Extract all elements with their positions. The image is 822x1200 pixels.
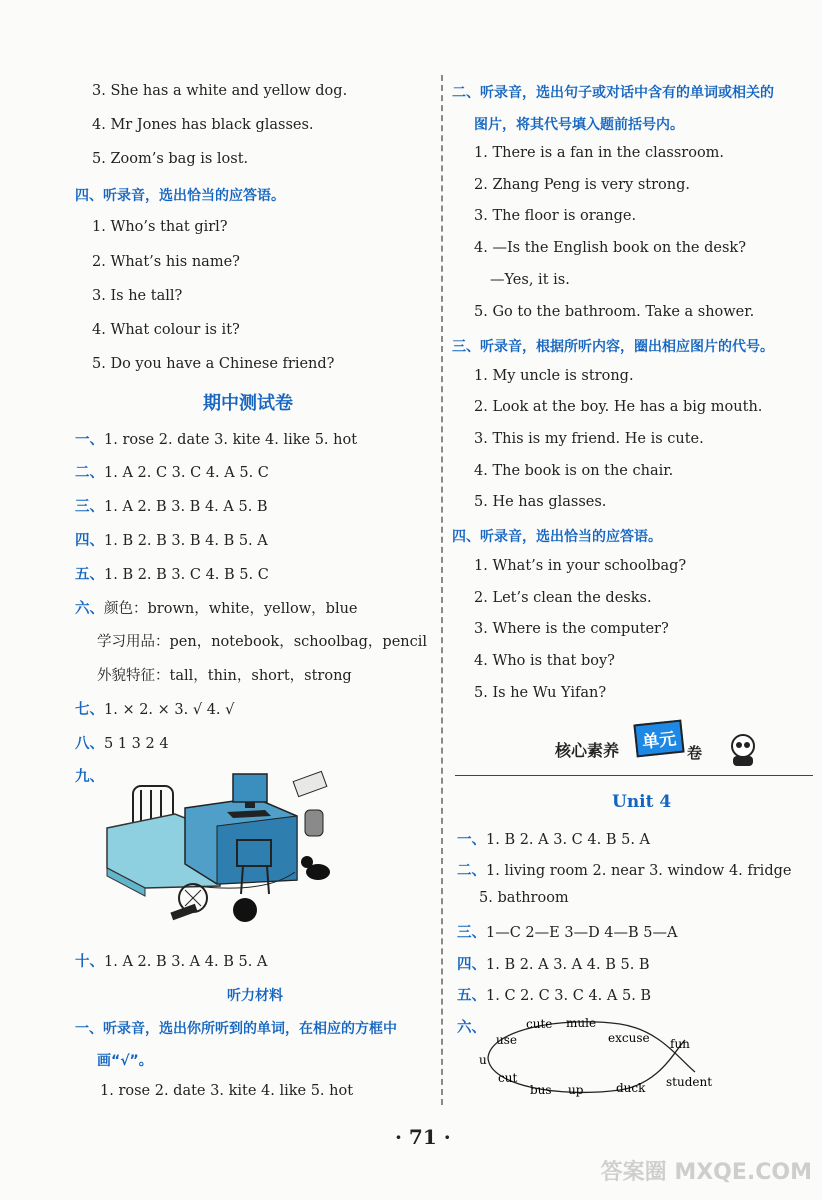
banner-text-1: 核心素养	[555, 741, 620, 760]
listening-title: 听力材料	[227, 988, 283, 1004]
answer-text: 1. A 2. C 3. C 4. A 5. C	[104, 465, 269, 481]
midterm-title: 期中测试卷	[203, 393, 293, 414]
right-sec3-line-1: 1. My uncle is strong.	[474, 368, 634, 384]
right-sec2-line-3: 3. The floor is orange.	[474, 208, 637, 224]
left-sec4-line-5: 5. Do you have a Chinese friend?	[92, 356, 335, 372]
word-use: use	[496, 1033, 517, 1047]
bedroom-illustration	[105, 768, 350, 938]
right-sec2-line-1: 1. There is a fan in the classroom.	[474, 145, 725, 161]
answer-label: 二、	[457, 863, 486, 879]
answer-text: 颜色：brown，white，yellow，blue	[104, 601, 358, 617]
answer-text: 1. A 2. B 3. A 4. B 5. A	[104, 954, 268, 970]
word-up: up	[568, 1083, 584, 1097]
listening-q1-heading-2: 画“√”。	[97, 1053, 153, 1069]
midterm-answer-3	[75, 495, 268, 516]
right-sec2-line-5: 5. Go to the bathroom. Take a shower.	[474, 304, 755, 320]
right-sec4-line-4: 4. Who is that boy?	[474, 653, 615, 669]
answer-text: 1—C 2—E 3—D 4—B 5—A	[486, 925, 678, 941]
midterm-answer-6	[75, 597, 358, 618]
answer-label: 八、	[75, 736, 104, 752]
left-sec4-line-2: 2. What’s his name?	[92, 254, 240, 270]
banner-text-3: 卷	[687, 744, 703, 762]
word-loop-diagram	[470, 1010, 720, 1100]
word-excuse: excuse	[608, 1031, 650, 1045]
answer-label: 七、	[75, 702, 104, 718]
unit-answer-5	[457, 984, 651, 1005]
midterm-answer-7	[75, 698, 234, 719]
robot-mascot-icon	[723, 730, 763, 770]
left-sec4-line-3: 3. Is he tall?	[92, 288, 183, 304]
word-u: u	[479, 1053, 487, 1067]
answer-label: 四、	[457, 957, 486, 973]
left-line-1: 3. She has a white and yellow dog.	[92, 83, 348, 99]
left-line-2: 4. Mr Jones has black glasses.	[92, 117, 314, 133]
answer-text: 1. A 2. B 3. B 4. A 5. B	[104, 499, 268, 515]
midterm-answer-9	[75, 765, 104, 786]
answer-label: 五、	[457, 988, 486, 1004]
word-fun: fun	[670, 1037, 690, 1051]
right-sec3-line-3: 3. This is my friend. He is cute.	[474, 431, 704, 447]
right-sec3-heading: 三、听录音，根据所听内容，圈出相应图片的代号。	[452, 339, 774, 355]
word-mule: mule	[566, 1016, 597, 1030]
answer-label: 九、	[75, 769, 104, 785]
right-sec2-heading-2: 图片，将其代号填入题前括号内。	[474, 117, 684, 133]
answer-label: 三、	[75, 499, 104, 515]
right-sec4-line-5: 5. Is he Wu Yifan?	[474, 685, 607, 701]
midterm-answer-2	[75, 461, 269, 482]
unit-answer-2b	[479, 890, 569, 906]
core-literacy-banner	[455, 718, 812, 778]
banner-rule	[455, 775, 813, 776]
midterm-answer-4	[75, 529, 268, 550]
answer-text: 1. B 2. B 3. C 4. B 5. C	[104, 567, 269, 583]
answer-label: 六、	[75, 601, 104, 617]
right-sec3-line-5: 5. He has glasses.	[474, 494, 607, 510]
right-sec4-heading: 四、听录音，选出恰当的应答语。	[452, 529, 662, 545]
right-sec4-line-1: 1. What’s in your schoolbag?	[474, 558, 687, 574]
midterm-answer-8	[75, 732, 169, 753]
answer-label: 六、	[457, 1020, 486, 1036]
answer-text: 1. × 2. × 3. √ 4. √	[104, 702, 235, 718]
right-sec2-line-4b: —Yes, it is.	[490, 272, 570, 288]
word-cut: cut	[498, 1071, 518, 1085]
banner-text-2: 单元	[633, 720, 684, 758]
page-number: · 71 ·	[395, 1125, 451, 1149]
answer-text: 1. C 2. C 3. C 4. A 5. B	[486, 988, 652, 1004]
right-sec3-line-4: 4. The book is on the chair.	[474, 463, 674, 479]
left-sec4-line-1: 1. Who’s that girl?	[92, 219, 228, 235]
listening-q1-heading-1: 一、听录音，选出你所听到的单词，在相应的方框中	[75, 1021, 397, 1037]
left-sec4-heading: 四、听录音，选出恰当的应答语。	[75, 188, 285, 204]
watermark-logo: 答案圈 MXQE.COM	[600, 1160, 812, 1185]
right-sec4-line-3: 3. Where is the computer?	[474, 621, 669, 637]
word-bus: bus	[530, 1083, 552, 1097]
listening-q1-line: 1. rose 2. date 3. kite 4. like 5. hot	[100, 1083, 354, 1099]
word-cute: cute	[526, 1017, 553, 1031]
answer-label: 四、	[75, 533, 104, 549]
column-divider	[441, 75, 443, 1105]
answer-label: 十、	[75, 954, 104, 970]
word-duck: duck	[616, 1081, 646, 1095]
answer-text: 1. rose 2. date 3. kite 4. like 5. hot	[104, 432, 358, 448]
answer-text: 1. B 2. A 3. A 4. B 5. B	[486, 957, 650, 973]
answer-label: 五、	[75, 567, 104, 583]
word-student: student	[666, 1075, 713, 1089]
left-sec4-line-4: 4. What colour is it?	[92, 322, 240, 338]
answer-text: 5. bathroom	[479, 890, 569, 906]
answer-label: 一、	[75, 432, 104, 448]
left-line-3: 5. Zoom’s bag is lost.	[92, 151, 249, 167]
answer-label: 二、	[75, 465, 104, 481]
right-sec2-line-4: 4. —Is the English book on the desk?	[474, 240, 746, 256]
answer-text: 1. living room 2. near 3. window 4. fridge	[486, 863, 792, 879]
right-sec4-line-2: 2. Let’s clean the desks.	[474, 590, 652, 606]
right-sec2-line-2: 2. Zhang Peng is very strong.	[474, 177, 690, 193]
unit-answer-1	[457, 828, 650, 849]
answer-text: 1. B 2. B 3. B 4. B 5. A	[104, 533, 268, 549]
midterm-answer-6-line3: 外貌特征：tall，thin，short，strong	[97, 668, 352, 684]
answer-text: 1. B 2. A 3. C 4. B 5. A	[486, 832, 651, 848]
answer-text: 5 1 3 2 4	[104, 736, 169, 752]
right-sec3-line-2: 2. Look at the boy. He has a big mouth.	[474, 399, 763, 415]
unit-answer-4	[457, 953, 650, 974]
midterm-answer-6-line2: 学习用品：pen，notebook，schoolbag，pencil	[97, 634, 428, 650]
midterm-answer-5	[75, 563, 269, 584]
right-sec2-heading-1: 二、听录音，选出句子或对话中含有的单词或相关的	[452, 85, 774, 101]
unit-answer-2	[457, 859, 791, 880]
unit-answer-3	[457, 921, 678, 942]
midterm-answer-10	[75, 950, 267, 971]
answer-label: 三、	[457, 925, 486, 941]
unit-title: Unit 4	[612, 792, 672, 812]
midterm-answer-1	[75, 428, 357, 449]
answer-label: 一、	[457, 832, 486, 848]
